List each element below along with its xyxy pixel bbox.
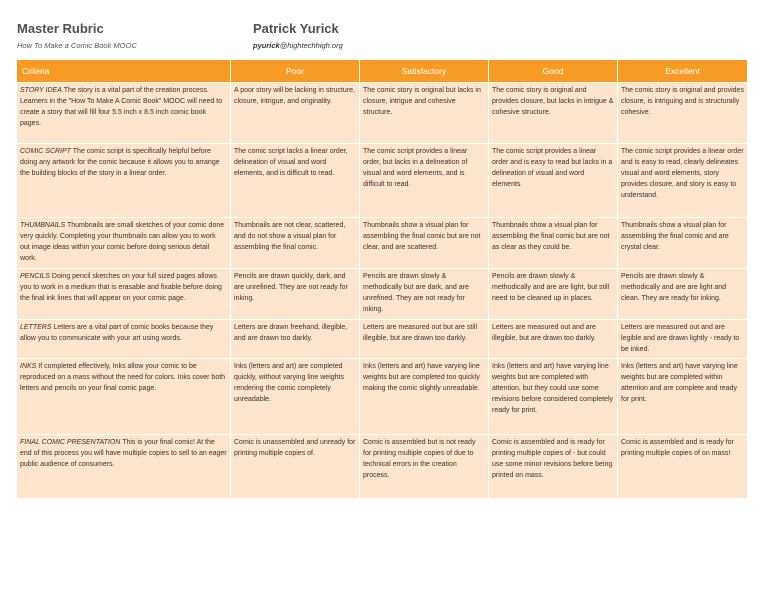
criteria-name: LETTERS [20, 324, 52, 331]
criteria-cell [17, 320, 231, 359]
poor-cell: The comic script lacks a linear order, delineation of visual and word elements, and is difficult to read. [231, 144, 360, 218]
criteria-desc: The comic script is specifically helpful before doing any artwork for the comic because it allows you to arrange the building blocks of the story in a linear order. [20, 148, 220, 177]
excellent-cell: Thumbnails show a visual plan for assembling the final comic and are crystal clear. [618, 218, 748, 269]
poor-cell: Pencils are drawn quickly, dark, and are unrefined. They are not ready for inking. [231, 269, 360, 320]
author-email [253, 40, 343, 51]
criteria-desc: Thumbnails are small sketches of your comic done very quickly. Completing your thumbnails can allow you to work out image ideas within your comic before doing serious detail work. [20, 222, 225, 262]
header-left [17, 21, 137, 51]
criteria-name: THUMBNAILS [20, 222, 66, 229]
satisfactory-cell: Comic is assembled but is not ready for printing multiple copies of due to technical errors in the creation process. [360, 435, 489, 499]
poor-cell: A poor story will be lacking in structure, closure, intrigue, and originality. [231, 83, 360, 144]
col-header-excellent: Excellent [618, 60, 748, 83]
col-header-criteria: Criteria [17, 60, 231, 83]
good-cell: Pencils are drawn slowly & methodically and are are light, but still need to be cleaned up in places. [489, 269, 618, 320]
criteria-desc: This is your final comic! At the end of this process you will have multiple copies to sell to an eager public audience of consumers. [20, 439, 227, 468]
excellent-cell: Pencils are drawn slowly & methodically and are are light and clean. They are ready for inking. [618, 269, 748, 320]
excellent-cell: Letters are measured out and are legible and are drawn lightly - ready to be inked. [618, 320, 748, 359]
satisfactory-cell: Pencils are drawn slowly & methodically but are dark, and are unrefined. They are not ready for inking. [360, 269, 489, 320]
table-row [17, 435, 748, 499]
criteria-name: INKS [20, 363, 37, 370]
poor-cell: Thumbnails are not clear, scattered, and do not show a visual plan for assembling the final comic. [231, 218, 360, 269]
table-row [17, 269, 748, 320]
criteria-desc: Letters are a vital part of comic books because they allow you to communicate with your art using words. [20, 324, 214, 342]
table-row [17, 320, 748, 359]
author-name: Patrick Yurick [253, 21, 339, 36]
satisfactory-cell: The comic script provides a linear order, but lacks in a delineation of visual and word elements, and is difficult to read. [360, 144, 489, 218]
table-row [17, 144, 748, 218]
satisfactory-cell: The comic story is original but lacks in closure, intrigue and cohesive structure. [360, 83, 489, 144]
good-cell: Comic is assembled and is ready for printing multiple copies of - but could use some minor revisions before being printed on mass. [489, 435, 618, 499]
rubric-table [16, 59, 748, 499]
good-cell: Thumbnails show a visual plan for assembling the final comic but are not as clear as they could be. [489, 218, 618, 269]
email-domain: @hightechhigh.org [279, 41, 343, 50]
criteria-name: STORY IDEA [20, 87, 62, 94]
col-header-good: Good [489, 60, 618, 83]
poor-cell: Comic is unassembled and unready for printing multiple copies of. [231, 435, 360, 499]
excellent-cell: Comic is assembled and is ready for printing multiple copies of on mass! [618, 435, 748, 499]
satisfactory-cell: Thumbnails show a visual plan for assembling the final comic but are not clear, and are scattered. [360, 218, 489, 269]
col-header-satisfactory: Satisfactory [360, 60, 489, 83]
header-row [17, 60, 748, 83]
page-title: Master Rubric [17, 21, 104, 36]
poor-cell: Letters are drawn freehand, illegible, and are drawn too darkly. [231, 320, 360, 359]
excellent-cell: Inks (letters and art) have varying line weights but are completed within attention and are complete and ready for print. [618, 359, 748, 435]
good-cell: The comic story is original and provides closure, but lacks in intrigue & cohesive structure. [489, 83, 618, 144]
table-row [17, 218, 748, 269]
page-subtitle: How To Make a Comic Book MOOC [17, 41, 137, 50]
criteria-name: COMIC SCRIPT [20, 148, 71, 155]
criteria-cell [17, 269, 231, 320]
good-cell: The comic script provides a linear order and is easy to read but lacks in a delineation of visual and word elements. [489, 144, 618, 218]
col-header-poor: Poor [231, 60, 360, 83]
table-row [17, 83, 748, 144]
good-cell: Inks (letters and art) have varying line weights but are completed with attention, but they could use some revisions before considered completely ready for print. [489, 359, 618, 435]
criteria-cell [17, 435, 231, 499]
criteria-desc: If completed effectively, Inks allow your comic to be reproduced on a mass without the need for colors. Inks cover both letters and pencils on your final comic page. [20, 363, 226, 392]
criteria-cell [17, 144, 231, 218]
criteria-name: PENCILS [20, 273, 50, 280]
email-user: pyurick [253, 41, 280, 50]
table-row [17, 359, 748, 435]
criteria-desc: Doing pencil sketches on your full sized pages allows you to work in a medium that is erasable and fixable before doing the final ink lines that will appear on your comic page. [20, 273, 222, 302]
criteria-cell [17, 359, 231, 435]
excellent-cell: The comic story is original and provides closure, is intriguing and is structurally cohesive. [618, 83, 748, 144]
poor-cell: Inks (letters and art) are completed quickly, without varying line weights rendering the comic completely unreadable. [231, 359, 360, 435]
excellent-cell: The comic script provides a linear order and is easy to read, clearly delineates visual and word elements, story provides closure, and story is easy to understand. [618, 144, 748, 218]
good-cell: Letters are measured out and are illegible, but are drawn too darkly. [489, 320, 618, 359]
criteria-desc: The story is a vital part of the creation process. Learners in the "How To Make A Comic Book" MOOC will need to create a story that will fill four 5.5 inch x 8.5 inch comic book pages. [20, 87, 223, 127]
criteria-cell [17, 83, 231, 144]
satisfactory-cell: Letters are measured out but are still illegible, but are drawn too darkly. [360, 320, 489, 359]
criteria-name: FINAL COMIC PRESENTATION [20, 439, 121, 446]
satisfactory-cell: Inks (letters and art) have varying line weights but are completed too quickly making the comic slightly unreadable. [360, 359, 489, 435]
header-right [253, 21, 343, 51]
criteria-cell [17, 218, 231, 269]
